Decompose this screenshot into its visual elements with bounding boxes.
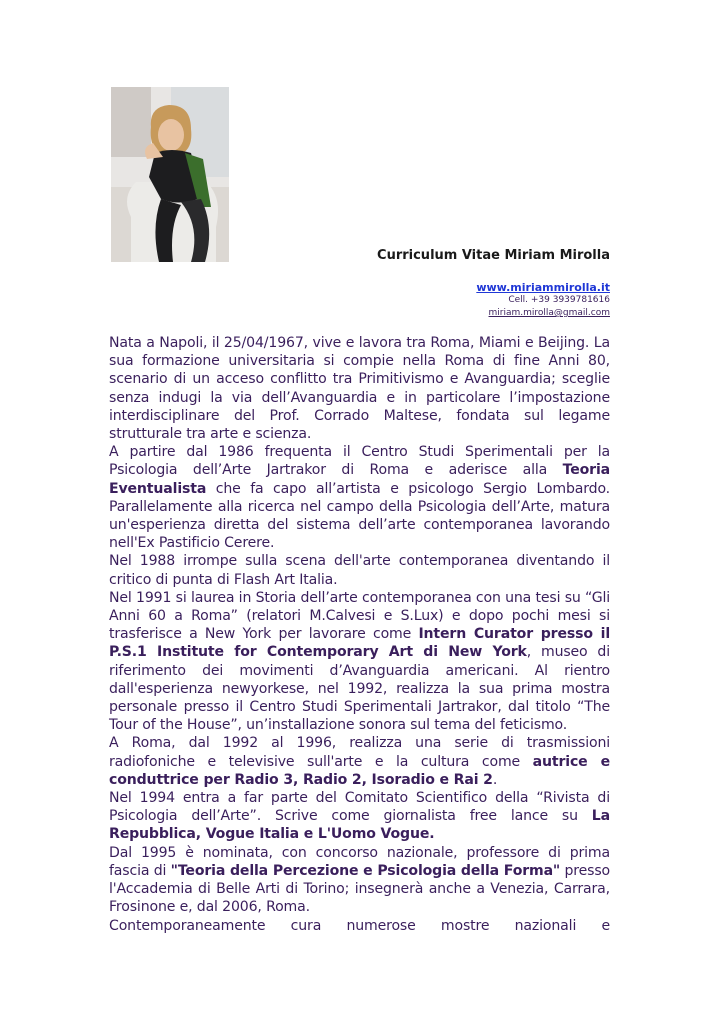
website-link[interactable]: www.miriammirolla.it [476,281,610,294]
bio-paragraph [109,844,610,917]
bio-text: Dal 1995 è nominata, con concorso nazionale, professore di prima fascia di [109,844,610,879]
portrait-photo [111,87,229,262]
bio-highlight: Teoria Eventualista [109,462,610,497]
bio-text: che fa capo all’artista e psicologo Sergio Lombardo. Parallelamente alla ricerca nel campo della Psicologia dell’Arte, matura un'esperienza diretta del sistema dell’arte contemporanea lavorando nell'Ex Pastificio Cerere. [109,480,610,552]
email-link[interactable]: miriam.mirolla@gmail.com [488,308,610,318]
bio-paragraph [109,917,610,935]
bio-paragraph [109,552,610,588]
bio-paragraph [109,334,610,443]
bio-text: Nel 1988 irrompe sulla scena dell'arte contemporanea diventando il critico di punta di Flash Art Italia. [109,553,610,588]
bio-text: . [492,771,498,788]
document-title: Curriculum Vitae Miriam Mirolla [377,248,610,263]
biography-text [109,334,610,935]
phone-number: Cell. +39 3939781616 [508,295,610,305]
bio-paragraph [109,589,610,735]
bio-highlight: La Repubblica, Vogue Italia e L'Uomo Vogue. [109,808,610,843]
bio-highlight: autrice e conduttrice per Radio 3, Radio 2, Isoradio e Rai 2 [109,753,610,788]
bio-text: A partire dal 1986 frequenta il Centro Studi Sperimentali per la Psicologia dell’Arte Jartrakor di Roma e aderisce alla [109,444,610,479]
bio-text: A Roma, dal 1992 al 1996, realizza una serie di trasmissioni radiofoniche e televisive sull'arte e la cultura come [109,735,610,770]
bio-text: , museo di riferimento dei movimenti d’Avanguardia americani. Al rientro dall'esperienza newyorkese, nel 1992, realizza la sua prima mostra personale presso il Centro Studi Sperimentali Jartrakor, dal titolo “The Tour of the House”, un’installazione sonora sul tema del feticismo. [109,644,610,734]
bio-text: Nel 1994 entra a far parte del Comitato Scientifico della “Rivista di Psicologia dell’Arte”. Scrive come giornalista free lance su [109,790,610,825]
portrait-image [111,87,229,262]
bio-highlight: Intern Curator presso il P.S.1 Institute for Contemporary Art di New York [109,626,610,661]
bio-paragraph [109,443,610,552]
bio-text: presso l'Accademia di Belle Arti di Torino; insegnerà anche a Venezia, Carrara, Frosinone e, dal 2006, Roma. [109,862,610,916]
bio-text: Contemporaneamente cura numerose mostre nazionali e [109,917,610,934]
bio-highlight: "Teoria della Percezione e Psicologia della Forma" [170,862,561,879]
contact-block [476,281,610,320]
bio-paragraph [109,734,610,789]
bio-paragraph [109,789,610,844]
bio-text: Nata a Napoli, il 25/04/1967, vive e lavora tra Roma, Miami e Beijing. La sua formazione universitaria si compie nella Roma di fine Anni 80, scenario di un acceso conflitto tra Primitivismo e Avanguardia; sceglie senza indugi la via dell’Avanguardia e in particolare l’impostazione interdisciplinare del Prof. Corrado Maltese, fondata sul legame strutturale tra arte e scienza. [109,335,610,443]
bio-text: Nel 1991 si laurea in Storia dell’arte contemporanea con una tesi su “Gli Anni 60 a Roma” (relatori M.Calvesi e S.Lux) e dopo pochi mesi si trasferisce a New York per lavorare come [109,589,610,643]
